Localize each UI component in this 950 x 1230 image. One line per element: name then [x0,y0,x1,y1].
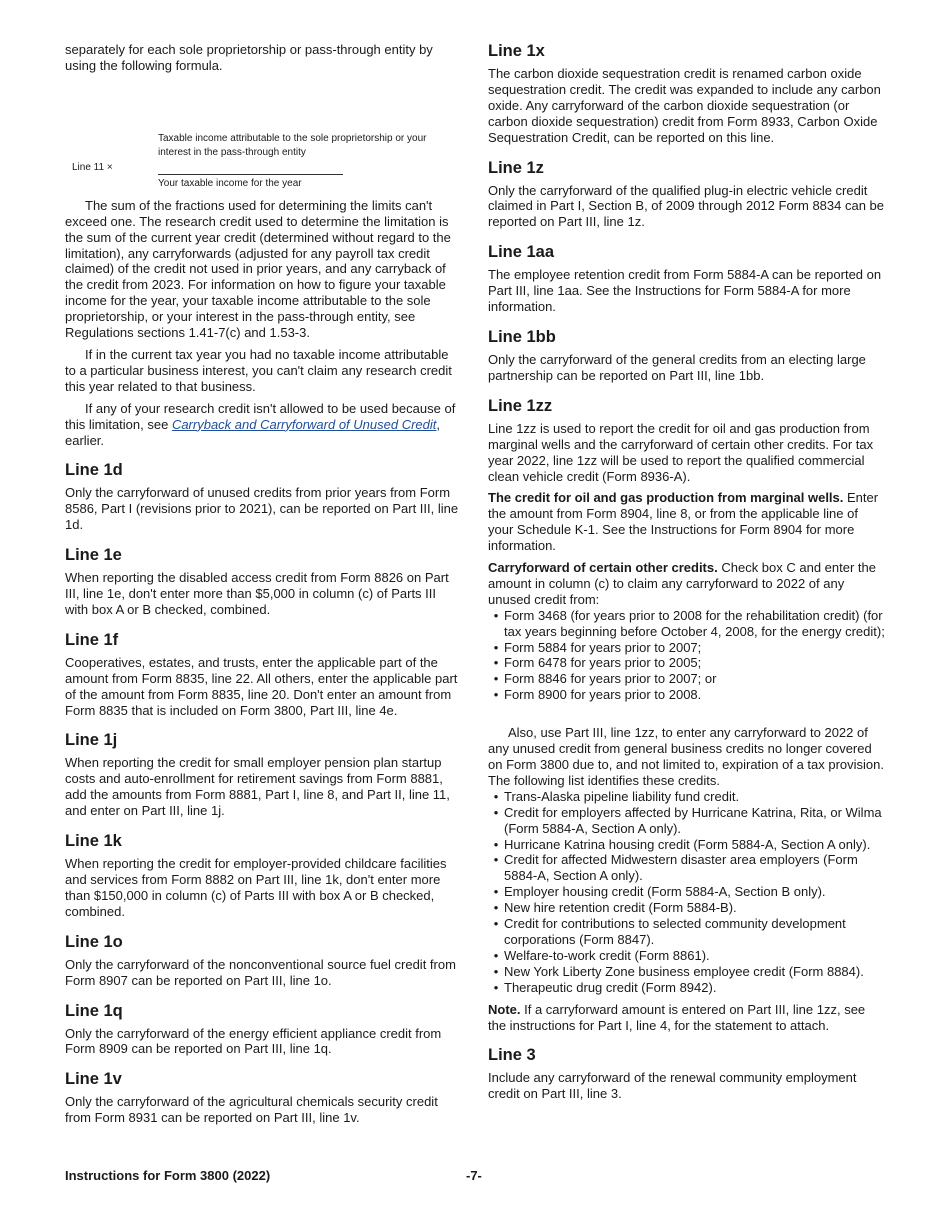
also-paragraph: Also, use Part III, line 1zz, to enter any carryforward to 2022 of any unused credit from general business credits no longer covered on Form 3800 due to, and not limited to, expiration of a tax provision. The following list identifies these credits. [488,725,885,788]
section-heading-line-1e: Line 1e [65,546,122,565]
section-text-line-1x: The carbon dioxide sequestration credit is renamed carbon oxide sequestration credit. The credit was expanded to include any carbon oxide. Any carryforward of the carbon dioxide sequestration (or carbon dioxide sequestration) credit from Form 8933, Carbon Oxide Sequestration Credit, can be reported on this line. [488,66,881,145]
section-heading-line-1bb: Line 1bb [488,327,556,346]
section-text-line-1z: Only the carryforward of the qualified plug-in electric vehicle credit claimed in Part I, Section B, of 2009 through 2012 Form 8834 can be reported on Part III, line 1z. [488,182,885,230]
bullet-icon: • [493,639,499,655]
oil-gas-paragraph [488,490,885,554]
formula-denominator: Your taxable income for the year [158,177,302,189]
list-item-text: Form 6478 for years prior to 2005; [504,655,702,671]
section-text-line-1bb: Only the carryforward of the general credits from an electing large partnership can be reported on Part III, line 1bb. [488,351,866,383]
right-column [488,42,885,1108]
section-text-line-1d: Only the carryforward of unused credits from prior years from Form 8586, Part I (revisions prior to 2021), can be reported on Part III, line 1d. [65,485,459,533]
list-item [488,916,885,948]
bullet-icon: • [493,788,499,804]
list-item-text: Credit for employers affected by Hurricane Katrina, Rita, or Wilma (Form 5884-A, Section A only). [504,804,882,836]
list-item [488,789,885,805]
list-item [488,884,885,900]
section-text-line-1zz: Line 1zz is used to report the credit for oil and gas production from marginal wells and the carryforward of certain other credits. For tax year 2022, line 1zz will be used to report the qualified commercial clean vehicle credit (Form 8936-A). [488,420,874,484]
carryforward-list [488,608,885,703]
list-item-text: Hurricane Katrina housing credit (Form 5884-A, Section A only). [504,836,871,852]
list-item-text: Trans-Alaska pipeline liability fund credit. [504,788,740,804]
list-item-text: Form 5884 for years prior to 2007; [504,639,702,655]
list-item [488,671,885,687]
expired-credits-list [488,789,885,996]
bullet-icon: • [493,900,499,916]
list-item [488,837,885,853]
list-item-text: Therapeutic drug credit (Form 8942). [504,979,717,995]
section-text-line-1k: When reporting the credit for employer-provided childcare facilities and services from Form 8882 on Part III, line 1k, don't enter more than $150,000 in column (c) of Parts III with box A or B checked, combined. [65,856,447,919]
bullet-icon: • [493,804,499,820]
section-heading-line-1x: Line 1x [488,42,545,60]
section-text-line-1f: Cooperatives, estates, and trusts, enter the applicable part of the amount from Form 8835, line 22. All others, enter the applicable part of the amount from Form 8835, line 20. Don't enter an amount from Form 8835 that is included on Form 3800, Part III, line 4e. [65,654,458,718]
note-paragraph [488,1002,885,1034]
carryforward-title: Carryforward of certain other credits. [488,560,718,576]
list-item-text: New York Liberty Zone business employee credit (Form 8884). [504,963,864,979]
section-text-line-1o: Only the carryforward of the nonconventional source fuel credit from Form 8907 can be reported on Part III, line 1o. [65,956,456,988]
formula-fraction-bar [158,174,343,175]
oil-gas-title: The credit for oil and gas production from marginal wells. [488,490,844,506]
section-heading-line-1d: Line 1d [65,461,123,480]
bullet-icon: • [493,655,499,671]
section-text-line-1e: When reporting the disabled access credit from Form 8826 on Part III, line 1e, don't enter more than $5,000 in column (c) of Parts III with box A or B checked, combined. [65,570,449,617]
left-column [65,42,462,1132]
no-taxable-income-paragraph: If in the current tax year you had no taxable income attributable to a particular business interest, you can't claim any research credit this year related to that business. [65,346,452,394]
section-heading-line-1v: Line 1v [65,1070,122,1089]
section-heading-line-3: Line 3 [488,1046,536,1065]
bullet-icon: • [493,884,499,900]
carryforward-paragraph [488,560,885,608]
not-allowed-suffix: , earlier. [65,416,440,448]
bullet-icon: • [493,963,499,979]
list-item-text: Credit for contributions to selected community development corporations (Form 8847). [504,916,846,947]
list-item [488,640,885,656]
list-item-text: New hire retention credit (Form 5884-B). [504,900,737,916]
list-item [488,608,885,640]
section-text-line-1q: Only the carryforward of the energy efficient appliance credit from Form 8909 can be reported on Part III, line 1q. [65,1025,442,1057]
section-heading-line-1q: Line 1q [65,1001,123,1020]
list-item [488,980,885,996]
formula-lhs: Line 11 × [72,161,113,173]
list-item [488,687,885,703]
bullet-icon: • [493,979,499,995]
list-item [488,852,885,884]
formula [65,80,462,198]
bullet-icon: • [493,916,499,932]
not-allowed-paragraph [65,401,462,449]
list-item-text: Employer housing credit (Form 5884-A, Section B only). [504,884,826,900]
bullet-icon: • [493,947,499,963]
footer-page-number: -7- [466,1168,482,1183]
bullet-icon: • [493,607,499,623]
list-item-text: Credit for affected Midwestern disaster area employers (Form 5884-A, Section A only). [504,852,858,884]
list-item-text: Welfare-to-work credit (Form 8861). [504,947,710,963]
bullet-icon: • [493,852,499,868]
section-heading-line-1j: Line 1j [65,731,118,750]
section-text-line-3: Include any carryforward of the renewal community employment credit on Part III, line 3. [488,1070,857,1102]
note-label: Note. [488,1001,521,1017]
bullet-icon: • [493,687,499,703]
note-text: If a carryforward amount is entered on Part III, line 1zz, see the instructions for Part I, line 4, for the statement to attach. [488,1001,866,1033]
not-allowed-text: If any of your research credit isn't allowed to be used because of this limitation, see [65,400,456,432]
section-text-line-1aa: The employee retention credit from Form 5884-A can be reported on Part III, line 1aa. See the Instructions for Form 5884-A for more information. [488,267,882,315]
list-item [488,948,885,964]
section-heading-line-1zz: Line 1zz [488,396,553,415]
list-item [488,655,885,671]
list-item-text: Form 8900 for years prior to 2008. [504,687,702,703]
bullet-icon: • [493,671,499,687]
section-heading-line-1f: Line 1f [65,630,119,649]
list-item [488,900,885,916]
list-item [488,964,885,980]
carryforward-text: Check box C and enter the amount in column (c) to claim any carryforward to 2022 of any unused credit from: [488,560,876,607]
footer-form-title: Instructions for Form 3800 (2022) [65,1168,271,1183]
list-item [488,805,885,837]
list-item-text: Form 3468 (for years prior to 2008 for the rehabilitation credit) (for tax years beginning before October 4, 2008, for the energy credit); [504,607,885,639]
section-text-line-1v: Only the carryforward of the agricultural chemicals security credit from Form 8931 can be reported on Part III, line 1v. [65,1094,438,1126]
section-heading-line-1z: Line 1z [488,158,544,177]
list-item-text: Form 8846 for years prior to 2007; or [504,671,717,687]
section-heading-line-1aa: Line 1aa [488,243,555,262]
section-text-line-1j: When reporting the credit for small employer pension plan startup costs and auto-enrollment for retirement savings from Form 8881, add the amounts from Form 8881, Part I, line 8, and Part II, line 11, and enter on Part III, line 1j. [65,755,450,819]
bullet-icon: • [493,836,499,852]
formula-numerator: Taxable income attributable to the sole proprietorship or your interest in the pass-through entity [158,132,427,158]
sum-of-fractions-paragraph: The sum of the fractions used for determining the limits can't exceed one. The research credit used to determine the limitation is the sum of the current year credit (determined without regard to the limitation), any carryforwards (adjusted for any payroll tax credit claimed) of the credit not used in prior years, and any carryback of the credit from 2023. For information on how to figure your taxable income for the year, your taxable income attributable to the sole proprietorship, or your interest in the pass-through entity, see Regulations sections 1.41-7(c) and 1.53-3. [65,197,451,341]
carryback-carryforward-link[interactable]: Carryback and Carryforward of Unused Credit [171,416,437,432]
intro-paragraph: separately for each sole proprietorship or pass-through entity by using the following formula. [65,42,433,73]
oil-gas-text: Enter the amount from Form 8904, line 8, or from the applicable line of your Schedule K-1. See the Instructions for Form 8904 for more information. [488,490,879,554]
section-heading-line-1o: Line 1o [65,932,123,951]
section-heading-line-1k: Line 1k [65,832,122,851]
